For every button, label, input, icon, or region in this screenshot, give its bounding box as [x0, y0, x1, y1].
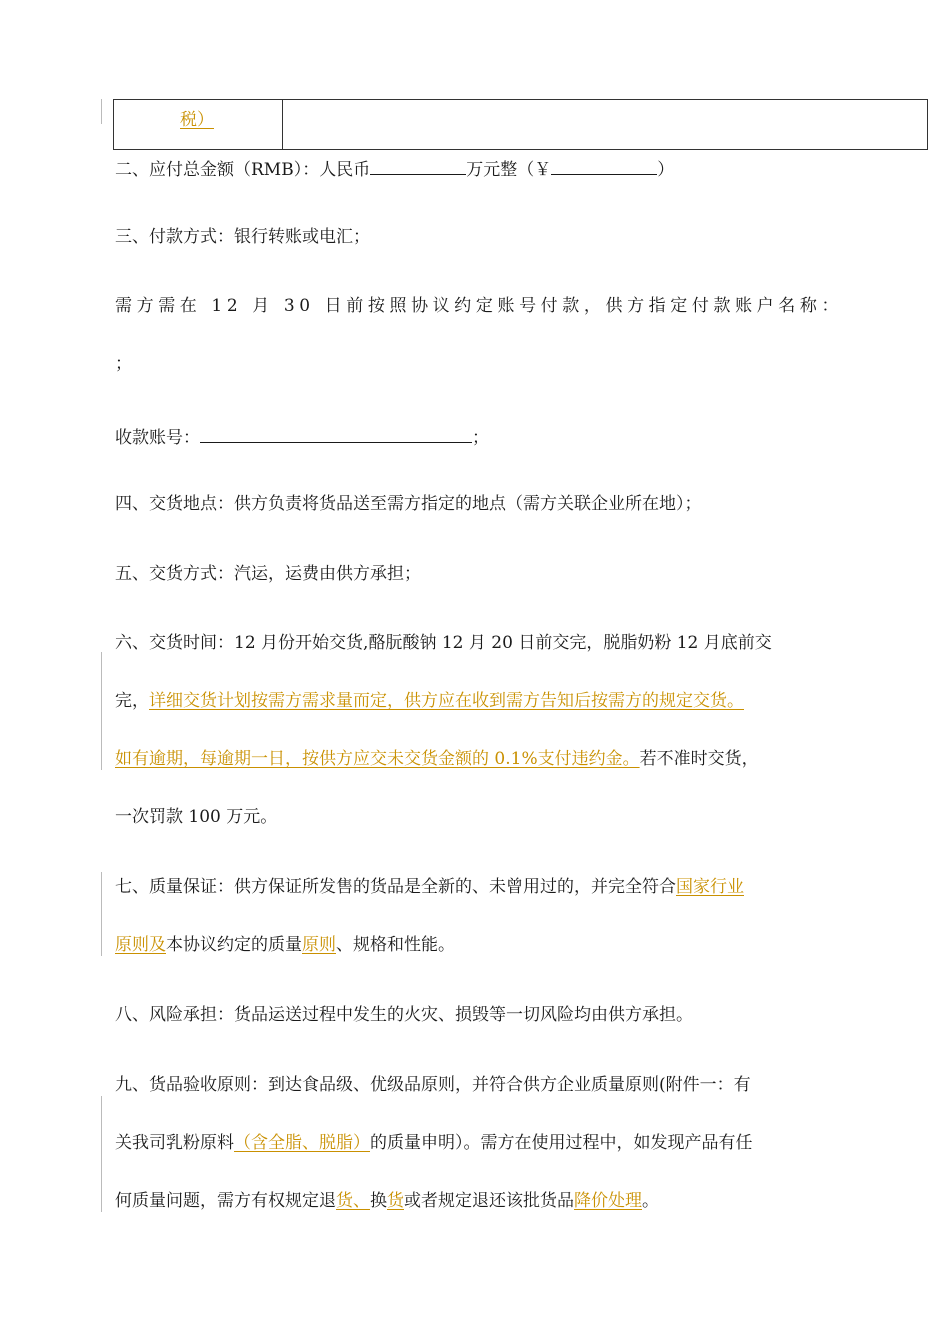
table-fragment [113, 99, 928, 150]
inserted-text: 货 [387, 1191, 404, 1211]
delivery-time-line3 [115, 748, 759, 770]
text-run: 七、质量保证：供方保证所发售的货品是全新的、未曾用过的，并完全符合 [115, 877, 676, 897]
text-run: 。 [642, 1191, 659, 1211]
change-bar [101, 872, 102, 956]
acceptance-line3 [115, 1190, 659, 1212]
text-run: 、规格和性能。 [336, 935, 455, 955]
acceptance-line2 [115, 1132, 753, 1154]
delivery-time-line4: 一次罚款 100 万元。 [115, 807, 278, 827]
text-run: 完， [115, 691, 149, 711]
inserted-text: 降价处理 [574, 1191, 642, 1211]
inserted-text: 国家行业 [676, 877, 744, 897]
total-mid: 万元整（￥ [466, 160, 552, 180]
inserted-text: 原则 [302, 935, 336, 955]
table-cell-text: 税） [180, 110, 214, 130]
rmb-amount-blank[interactable] [370, 156, 466, 175]
quality-line2 [115, 934, 455, 956]
table-divider [282, 100, 283, 149]
text-run: 何质量问题，需方有权规定退 [115, 1191, 336, 1211]
inserted-text: 详细交货计划按需方需求量而定，供方应在收到需方告知后按需方的规定交货。 [149, 691, 744, 711]
delivery-method: 五、交货方式：汽运，运费由供方承担； [115, 564, 421, 584]
text-run: 若不准时交货， [639, 749, 759, 769]
account-prefix: 收款账号： [115, 428, 200, 448]
delivery-place: 四、交货地点：供方负责将货品送至需方指定的地点（需方关联企业所在地）； [115, 494, 702, 514]
inserted-text: 如有逾期，每逾期一日，按供方应交未交货金额的 0.1%支付违约金。 [115, 749, 640, 769]
change-bar [101, 99, 102, 124]
total-amount-line [115, 156, 674, 181]
acceptance-line1: 九、货品验收原则：到达食品级、优级品原则，并符合供方企业质量原则(附件一：有 [115, 1075, 751, 1095]
account-suffix: ； [472, 428, 489, 448]
text-run: 换 [370, 1191, 387, 1211]
total-prefix: 二、应付总金额（RMB）：人民币 [115, 160, 371, 180]
text-run: 的质量申明）。需方在使用过程中，如发现产品有任 [370, 1133, 753, 1153]
inserted-text: 原则及 [115, 935, 166, 955]
change-bar [101, 652, 102, 770]
inserted-text: 货、 [336, 1191, 370, 1211]
risk-line: 八、风险承担：货品运送过程中发生的火灾、损毁等一切风险均由供方承担。 [115, 1005, 693, 1025]
delivery-time-line2 [115, 690, 744, 712]
text-run: 本协议约定的质量 [166, 935, 302, 955]
total-suffix: ） [657, 160, 675, 180]
yuan-amount-blank[interactable] [551, 156, 657, 175]
text-run: 或者规定退还该批货品 [404, 1191, 574, 1211]
text-run: 关我司乳粉原料 [115, 1133, 234, 1153]
payment-detail-line2: ； [115, 354, 132, 374]
inserted-text: （含全脂、脱脂） [234, 1133, 370, 1153]
account-number-blank[interactable] [200, 424, 472, 443]
quality-line1 [115, 876, 744, 898]
account-line [115, 424, 489, 449]
payment-detail-line1: 需方需在 12 月 30 日前按照协议约定账号付款，供方指定付款账户名称： [115, 296, 844, 316]
delivery-time-line1: 六、交货时间：12 月份开始交货,酪朊酸钠 12 月 20 日前交完，脱脂奶粉 12 月底前交 [115, 633, 772, 653]
change-bar [101, 1096, 102, 1212]
payment-method: 三、付款方式：银行转账或电汇； [115, 227, 370, 247]
